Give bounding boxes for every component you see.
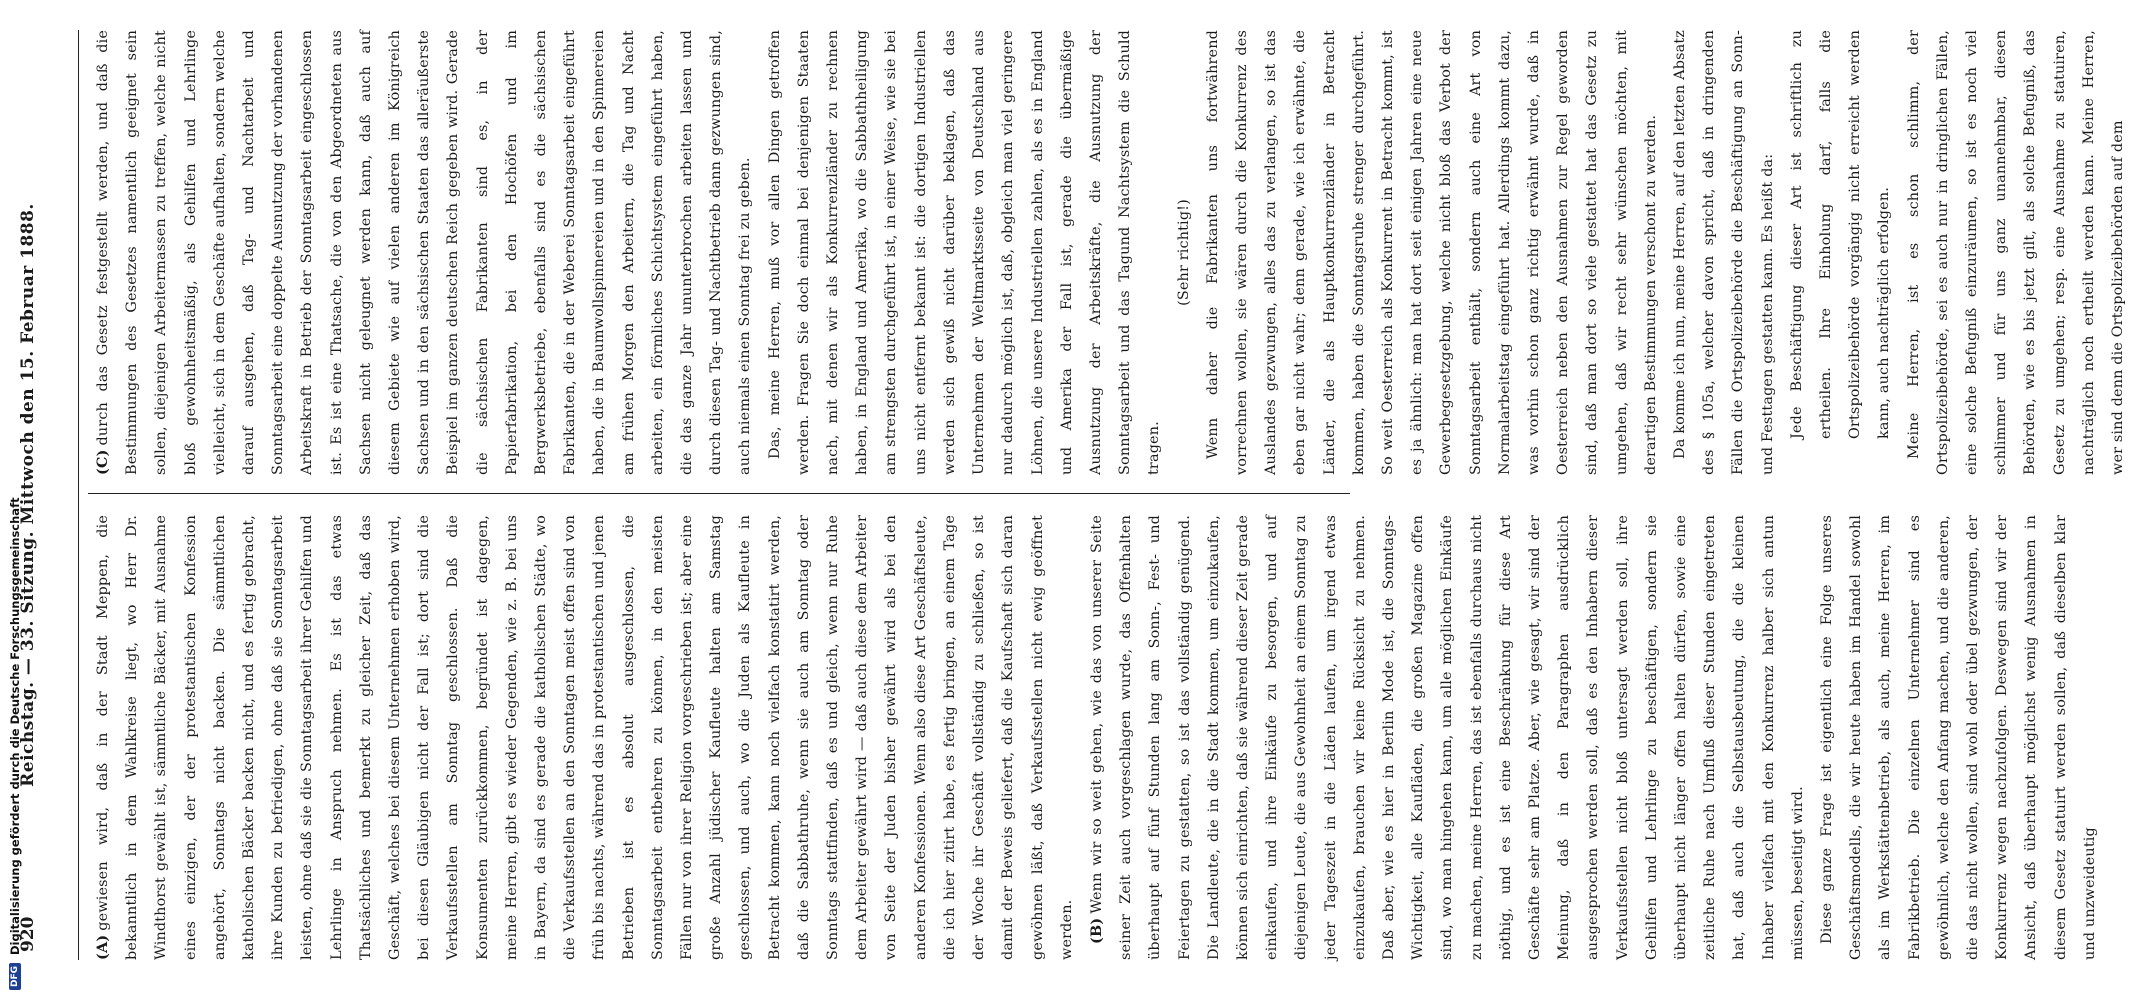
right-paragraph-2: Das, meine Herren, muß vor allen Dingen getroffen werden. Fragen Sie doch einmal bei denjenigen Staaten nach, mit denen wir als Konkurrenzländer zu rechnen haben, in England und Amerika, wo die Sabbathheiligung am strengsten durchgeführt ist, in einer Weise, wie sie bei uns nicht entfernt bekannt ist: die dortigen Industriellen werden sich gewiß nicht darüber beklagen, daß das Unternehmen der Weltmarktsseite von Deutschland aus nur dadurch möglich ist, daß, obgleich man viel geringere Löhnen, die unsere Industriellen zahlen, als es in England und Amerika der Fall ist, gerade die übermäßige Ausnutzung der Arbeitskräfte, die Ausnutzung der Sonntagsarbeit und das Tagund Nachtsystem die Schuld tragen.	[766, 30, 1163, 475]
digitization-credit	[4, 0, 26, 1000]
right-paragraph-4: Da komme ich nun, meine Herren, auf den letzten Absatz des § 105a, welcher davon spricht, daß in dringenden Fällen die Ortspolizeibehörde die Beschäftigung an Sonn- und Festtagen gestatten kann. Es heißt da:	[1671, 30, 1776, 475]
applause-note: (Sehr richtig!)	[1175, 199, 1192, 306]
left-paragraph-1: (A)gewiesen wird, daß in der Stadt Meppen, die bekanntlich in dem Wahlkreise liegt, wo Herr Dr. Windthorst gewählt ist, sämmtliche Bäcker, mit Ausnahme eines einzigen, der der protestantischen Konfession angehört, Sonntags nicht backen. Die sämmtlichen katholischen Bäcker backen nicht, und es fertig gebracht, ihre Kunden zu befriedigen, ohne daß sie Sonntagsarbeit leisten, ohne daß sie die Sonntagsarbeit ihrer Gehilfen und Lehrlinge in Anspruch nehmen. Es ist das etwas Thatsächliches und bemerkt zu gleicher Zeit, daß das Geschäft, welches bei diesem Unternehmen erhoben wird, bei diesen Gläubigen nicht der Fall ist; dort sind die Verkaufsstellen am Sonntag geschlossen. Daß die Konsumenten zurückkommen, begründet ist dagegen, meine Herren, gibt es wieder Gegenden, wie z. B. bei uns in Bayern, da sind es gerade die katholischen Städte, wo die Verkaufsstellen an den Sonntagen meist offen sind von früh bis nachts, während das in protestantischen und jenen Betrieben ist es absolut ausgeschlossen, die Sonntagsarbeit entbehren zu können, in den meisten Fällen nur von ihrer Religion vorgeschrieben ist; aber eine große Anzahl jüdischer Kaufleute halten am Samstag geschlossen, und auch, wo die Juden als Kaufleute in Betracht kommen, kann noch vielfach konstatirt werden, daß die Sabbathruhe, wenn sie auch am Sonntag oder Sonntags stattfinden, daß es und gleich, wenn nur Ruhe dem Arbeiter gewährt wird — daß auch diese dem Arbeiter von Seite der Juden bisher gewährt wird als bei den anderen Konfessionen. Wenn also diese Art Geschäftsleute, die ich hier zitirt habe, es fertig bringen, an einem Tage der Woche ihr Geschäft vollständig zu schließen, so ist damit der Beweis geliefert, daß die Kaufschaft sich daran gewöhnen läßt, daß Verkaufsstellen nicht ewig geöffnet werden.	[94, 515, 1075, 960]
right-column	[88, 30, 2127, 475]
column-divider	[88, 493, 1350, 494]
page-title-text: Reichstag. — 33. Sitzung. Mittwoch den 15. Februar 1888.	[18, 203, 38, 787]
right-paragraph-3: Wenn daher die Fabrikanten uns fortwährend vorrechnen wollen, sie wären durch die Konkurrenz des Auslandes gezwungen, alles das zu verlangen, so ist das eben gar nicht wahr; denn gerade, wie ich erwähnte, die Länder, die als Hauptkonkurrenzländer in Betracht kommen, haben die Sonntagsruhe strenger durchgeführt. So weit Oesterreich als Konkurrent in Betracht kommt, ist es ja ähnlich: man hat dort seit einigen Jahren eine neue Gewerbegesetzgebung, welche nicht bloß das Verbot der Sonntagsarbeit enthält, sondern auch eine Art von Normalarbeitstag eingeführt hat. Allerdings kommt dazu, was vorhin schon ganz richtig erwähnt wurde, daß in Oesterreich neben den Ausnahmen zur Regel geworden sind, daß man dort so viele gestattet hat das Gesetz zu umgehen, daß wir recht sehr wünschen möchten, mit derartigen Bestimmungen verschont zu werden.	[1204, 30, 1659, 475]
page-number: 920	[18, 916, 38, 952]
right-paragraph-1: (C)durch das Gesetz festgestellt werden, und daß die Bestimmungen des Gesetzes namentlich geeignet sein sollen, diejenigen Arbeitermassen zu treffen, welche nicht bloß gewohnheitsmäßig, als Gehilfen und Lehrlinge vielleicht, sich in dem Geschäfte aufhalten, sondern welche darauf ausgehen, daß Tag- und Nachtarbeit und Sonntagsarbeit eine doppelte Ausnutzung der vorhandenen Arbeitskraft in Betrieb der Sonntagsarbeit eingeschlossen ist. Es ist eine Thatsache, die von den Abgeordneten aus Sachsen nicht geleugnet werden kann, daß auch auf diesem Gebiete wie auf vielen anderen im Königreich Sachsen und in den sächsischen Staaten das alleräußerste Beispiel im ganzen deutschen Reich gegeben wird. Gerade die sächsischen Fabrikanten sind es, in der Papierfabrikation, bei den Hochöfen und im Bergwerksbetriebe, ebenfalls sind es die sächsischen Fabrikanten, die in der Weberei Sonntagsarbeit eingeführt haben, die in Baumwollspinnereien und in den Spinnereien am frühen Morgen den Arbeitern, die Tag und Nacht arbeiten, ein förmliches Schichtsystem eingeführt haben, die das ganze Jahr ununterbrochen arbeiten lassen und durch diesen Tag- und Nachtbetrieb dann gezwungen sind, auch niemals einen Sonntag frei zu geben.	[94, 30, 754, 475]
left-paragraph-2: (B)Wenn wir so weit gehen, wie das von unserer Seite seiner Zeit auch vorgeschlagen wurde, das Offenhalten überhaupt auf fünf Stunden lang am Sonn-, Fest- und Feiertagen zu gestatten, so ist das vollständig genügend. Die Landleute, die in die Stadt kommen, um einzukaufen, können sich einrichten, daß sie während dieser Zeit gerade einkaufen, und ihre Einkäufe zu besorgen, und auf diejenigen Leute, die aus Gewohnheit an einem Sonntag zu jeder Tageszeit in die Läden laufen, um irgend etwas einzukaufen, brauchen wir keine Rücksicht zu nehmen. Daß aber, wie es hier in Berlin Mode ist, die Sonntags-Wichtigkeit, alle Kaufläden, die großen Magazine offen sind, wo man hingehen kann, um alle möglichen Einkäufe zu machen, meine Herren, das ist ebenfalls durchaus nicht nöthig, und es ist eine Beschränkung für diese Art Geschäfte sehr am Platze. Aber, wie gesagt, wir sind der Meinung, daß in den Paragraphen ausdrücklich ausgesprochen werden soll, daß es den Inhabern dieser Verkaufsstellen nicht bloß untersagt werden soll, ihre Gehilfen und Lehrlinge zu beschäftigen, sondern sie überhaupt nicht länger offen halten dürfen, sowie eine zeitliche Ruhe nach Umfluß dieser Stunden eingetreten hat, daß auch die Selbstausbeutung, die die kleinen Inhaber vielfach mit den Konkurrenz halber sich antun müssen, beseitigt wird.	[1087, 515, 1806, 960]
dfg-logo-icon: DFG	[9, 963, 21, 990]
margin-marker-a: (A)	[94, 934, 111, 960]
left-column	[88, 515, 2098, 960]
text-columns	[88, 30, 2127, 960]
margin-marker-c: (C)	[94, 449, 111, 475]
left-paragraph-3: Diese ganze Frage ist eigentlich eine Folge unseres Geschäftsmodells, die wir heute haben im Handel sowohl als im Werkstättenbetrieb, als auch, meine Herren, im Fabrikbetrieb. Die einzelnen Unternehmer sind es gewöhnlich, welche den Anfang machen, und die anderen, die das nicht wollen, sind wohl oder übel gezwungen, der Konkurrenz wegen nachzufolgen. Deswegen sind wir der Ansicht, daß überhaupt möglichst wenig Ausnahmen in diesem Gesetz statuirt werden sollen, daß dieselben klar und unzweideutig	[1818, 515, 2098, 960]
quoted-statute: Jede Beschäftigung dieser Art ist schriftlich zu ertheilen. Ihre Einholung darf, falls die Ortspolizeibehörde vorgängig nicht erreicht werden kann, auch nachträglich erfolgen.	[1788, 30, 1893, 439]
credit-text: Digitalisierung gefördert durch die Deutsche Forschungsgemeinschaft	[8, 497, 22, 955]
right-paragraph-5: Meine Herren, ist es schon schlimm, der Ortspolizeibehörde, sei es auch nur in dringlichen Fällen, eine solche Befugniß einzuräumen, so ist es noch viel schlimmer und für uns ganz unannehmbar, diesen Behörden, wie es bis jetzt gilt, als solche Befugniß, das Gesetz zu umgehen; resp. eine Ausnahme zu statuiren, nachträglich noch ertheilt werden kann. Meine Herren, wer sind denn die Ortspolizeibehörden auf dem	[1905, 30, 2127, 475]
margin-marker-b: (B)	[1087, 917, 1105, 944]
